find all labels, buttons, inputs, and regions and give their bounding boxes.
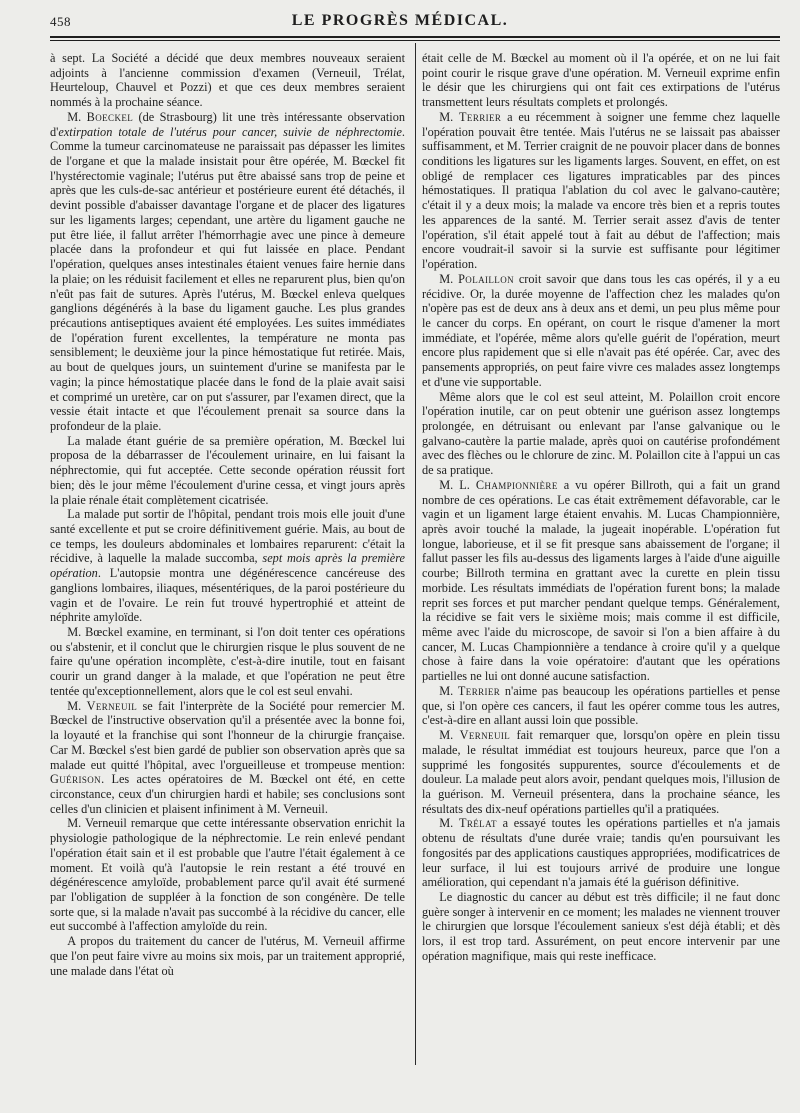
text-run: M. Verneuil remarque que cette intéressante observation enrichit la physiologie pathologique de la néphrectomie. Le rein enlevé pendant l'opération était sain et il est probable que l'autre l'était également à ce moment. Et voilà qu'à l'autopsie le rein restant a été trouvé en dégénérescence amyloïde, probablement parce qu'il avait été surmené par l'obligation de suppléer à la fonction de son congénère. De telle sorte que, si la malade n'avait pas succombé à la récidive du cancer, elle eut succombé à l'affection amyloïde du rein. [50,816,405,934]
column-divider [415,43,416,1065]
page-header [0,0,800,40]
text-run: se fait l'interprète de la Société pour remercier M. Bœckel de l'instructive observation qu'il a présentée avec la bonne foi, la loyauté et la franchise qui sont l'honneur de la chirurgie française. Car M. Bœckel s'est bien gardé de publier son observation après que sa malade eut quitté l'hôpital, avec l'orgueilleuse et trompeuse mention: [50,698,405,772]
speaker-name: Championnière [475,477,558,492]
paragraph [50,699,405,817]
text-run: . Comme la tumeur carcinomateuse ne paraissait pas dépasser les limites de l'organe et que la malade insistait pour être opérée, M. Bœckel fit l'hystérectomie vaginale; l'utérus put être abaissé sans trop de peine et après que les culs-de-sac antérieur et postérieure eurent été détachés, il devint possible d'abaisser davantage l'organe et de placer des ligatures sur les ligaments larges; cependant, une artère du ligament gauche ne put être liée, il fallut arrêter l'hémorrhagie avec une pince à demeure placée dans la profondeur et qui fut laissée en place. Pendant l'opération, quelques anses intestinales étaient venues faire hernie dans la plaie; on les réduisit facilement et elles ne reparurent plus, bien qu'on n'eût pas fait de sutures. Après l'utérus, M. Bœckel enleva quelques ganglions dégénérés à la base du ligament gauche. Les plus grandes précautions antiseptiques avaient été employées. Les suites immédiates de l'opération furent excellentes, la température ne monta pas sensiblement; le deuxième jour la pince hémostatique fut retirée. Mais, au bout de quelques jours, un suintement d'urine se manifesta par le vagin; la pince hémostatique placée dans le fond de la plaie avait saisi et comprimé un uretère, car on put s'assurer, par l'examen direct, que la vessie était intacte et que l'écoulement prenait sa source dans la profondeur de la plaie. [50,124,405,433]
text-run: M. [67,109,87,124]
text-run: M. [439,816,459,831]
page-number: 458 [50,14,71,29]
paragraph [422,890,780,964]
paragraph [50,507,405,625]
speaker-name: Boeckel [86,109,134,124]
paragraph [422,390,780,478]
text-run: a essayé toutes les opérations partielles et n'a jamais obtenu de résultats d'une durée vraie; tandis qu'en poursuivant les fongosités par des applications caustiques appropriées, modificatrices de leur surface, il lui est toujours arrivé de produire une longue amélioration, qui cependant n'a jamais été la guérison définitive. [422,816,780,890]
text-run: M. [439,271,459,286]
text-run: . Les actes opératoires de M. Bœckel ont été, en cette circonstance, ceux d'un chirurgien hardi et habile; ses conclusions sont celles d'un clinicien et plaisent infiniment à M. Verneuil. [50,772,405,816]
speaker-name: Terrier [457,683,501,698]
text-run: M. L. [439,477,476,492]
text-run: croit savoir que dans tous les cas opérés, il y a eu récidive. Or, la durée moyenne de l'affection chez les malades qu'on n'opère pas est de deux ans à deux ans et demi, un peu plus même pour le cancer du corps. En opérant, on court le risque d'amener la mort immédiate, et l'opérée, même alors qu'elle guérit de l'opération, meurt encore plus rapidement que si elle n'avait pas été opérée. Car, avec des pansements appropriés, on peut faire vivre ces malades assez longtemps et d'une vie supportable. [422,271,780,389]
header-rule-thick [50,36,780,38]
text-run: Le diagnostic du cancer au début est très difficile; il ne faut donc guère songer à intervenir en ce moment; les malades ne viennent trouver le chirurgien que lorsque l'écoulement sanieux s'est déjà établi; et dès lors, il est trop tard. Assurément, on peut encore intervenir par une opération magnifique, mais qui reste inefficace. [422,889,780,963]
speaker-name: Polaillon [458,271,514,286]
left-column [50,51,405,1081]
header-rule-thin [50,40,780,41]
italic-text: extirpation totale de l'utérus pour cancer, suivie de néphrectomie [58,124,402,139]
speaker-name: Terrier [459,109,502,124]
paragraph [422,816,780,890]
paragraph [422,478,780,684]
speaker-name: Verneuil [86,698,138,713]
italic-text: sept mois après la première opération [50,551,405,581]
paragraph [50,934,405,978]
text-run: était celle de M. Bœckel au moment où il l'a opérée, et on ne lui fait point courir le risque grave d'une opération. M. Verneuil exprime enfin le désir que les chirurgiens qui ont fait ces extirpations de l'utérus transmettent leurs résultats complets et prolongés. [422,51,780,110]
text-run: fait remarquer que, lorsqu'on opère en plein tissu malade, le résultat immédiat est toujours heureux, parce que l'on a supprimé les fongosités suppurentes, source d'écoulements et de douleur. La malade peut alors avoir, pendant quelques mois, l'illusion de la guérison. M. Verneuil présentera, dans la prochaine séance, les résultats des dix-neuf opérations partielles qu'il a pratiquées. [422,728,780,816]
paragraph [50,434,405,508]
text-run: (de Strasbourg) lit une très intéressante observation d' [50,109,405,139]
text-run: . L'autopsie montra une dégénérescence cancéreuse des ganglions lombaires, iliaques, mésentériques, de la paroi postérieure du vagin et de l'ovaire. Le rein fut trouvé hypertrophié et atteint de néphrite amyloïde. [50,566,405,625]
text-run: M. [439,683,458,698]
paragraph [422,728,780,816]
text-run: M. Bœckel examine, en terminant, si l'on doit tenter ces opérations ou s'abstenir, et il conclut que le chirurgien risque le plus souvent de ne faire qu'une opération incomplète, c'est-à-dire inutile, tout en faisant courir un grand danger à la malade, et que l'opération ne peut être tentée qu'exceptionnellement, alors que le col est seul envahi. [50,625,405,698]
text-run: A propos du traitement du cancer de l'utérus, M. Verneuil affirme que l'on peut faire vivre au moins six mois, par un traitement approprié, une malade dans l'état où [50,934,405,978]
running-title: LE PROGRÈS MÉDICAL. [291,12,509,29]
text-run: à sept. La Société a décidé que deux membres nouveaux seraient adjoints à l'ancienne commission d'examen (Verneuil, Trélat, Heurteloup, Chauvel et Pozzi) et que ces deux membres seraient nommés à la prochaine séance. [50,51,405,110]
paragraph [50,816,405,934]
text-run: Même alors que le col est seul atteint, M. Polaillon croit encore l'opération inutile, car on peut obtenir une guérison assez longtemps prolongée, en détruisant ou enlevant par l'anse galvanique ou le galvano-cautère la partie malade, après quoi on cautérise profondément avec des flèches ou le chlorure de zinc. M. Polaillon cite à l'appui un cas de sa pratique. [422,389,780,478]
text-run: La malade étant guérie de sa première opération, M. Bœckel lui proposa de la débarrasser de l'écoulement urinaire, en lui faisant la néphrectomie, qui fut acceptée. Cette seconde opération réussit fort bien; dès le jour même l'écoulement d'urine cessa, et vingt jours après la plaie rénale était complètement cicatrisée. [50,433,405,507]
right-column [422,51,780,1081]
paragraph [422,51,780,110]
text-run: n'aime pas beaucoup les opérations partielles et pense que, si l'on opère ces cancers, il faut les opérer comme tous les autres, c'est-à-dire en allant aussi loin que possible. [422,683,780,728]
speaker-name: Trélat [458,816,497,831]
paragraph [50,51,405,110]
text-run: a vu opérer Billroth, qui a fait un grand nombre de ces opérations. Le cas était extrêmement défavorable, car le vagin et un ligament large étaient envahis. M. Lucas Championnière, après avoir touché la malade, la jugeait inopérable. L'opération fut longue, laborieuse, et il se fit presque sans abaissement de l'organe; il fallut passer les fils au-dessus des ligaments larges à l'aide d'une aiguille courbe; Billroth termina en grattant avec la curette en plein tissu morbide. Les résultats immédiats de l'opération furent bons; la malade reprit ses forces et put marcher pendant quelque temps. Généralement, la récidive se fait vers le sixième mois; mais comme il est difficile, même avec l'aide du microscope, de savoir si l'on a bien affaire à du cancer, M. Lucas Championnière a tendance à croire qu'il y a quelque chose à faire dans la voie opératoire: d'autant que les opérations partielles ne lui ont donné aucune satisfaction. [422,477,780,684]
text-run: M. [439,109,460,124]
paragraph [50,110,405,434]
speaker-name: Verneuil [459,728,511,743]
paragraph [422,272,780,390]
paragraph [50,625,405,699]
text-run: M. [439,728,460,743]
text-run: a eu récemment à soigner une femme chez laquelle l'opération pouvait être tentée. Mais l'utérus ne se laissait pas abaisser suffisamment, et M. Terrier craignit de ne pouvoir placer dans de bonnes conditions les ligatures sur les ligaments larges. Souvent, en effet, on est obligé de remplacer ces ligatures impraticables par des pinces hémostatiques. Il pratiqua l'ablation du col avec le galvano-cautère; c'était il y a deux mois; la malade va encore très bien et a repris toutes les apparences de la santé. M. Terrier serait assez d'avis de tenter l'opération, s'il était appelé tout à fait au début de l'affection; mais encore voudrait-il savoir si la survie est suffisante pour légitimer l'opération. [422,109,780,272]
speaker-name: Guérison [50,772,102,787]
text-run: M. [67,698,87,713]
paragraph [422,684,780,728]
text-run: La malade put sortir de l'hôpital, pendant trois mois elle jouit d'une santé excellente et put se croire définitivement guérie. Mais, au bout de ce temps, les douleurs abdominales et lombaires reparurent: c'était la récidive, à laquelle la malade succomba, [50,507,405,566]
paragraph [422,110,780,272]
